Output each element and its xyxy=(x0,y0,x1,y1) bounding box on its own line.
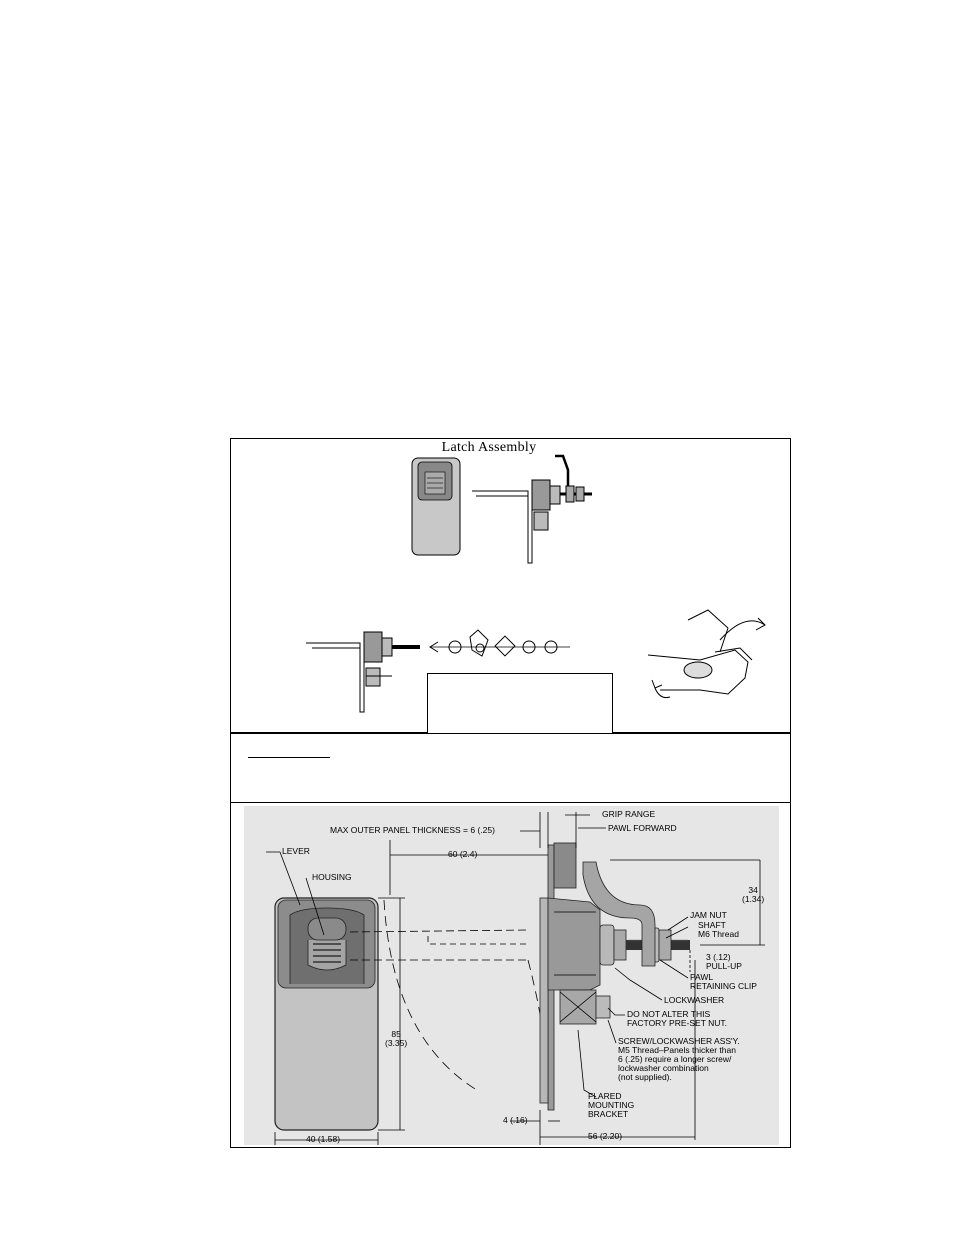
label-grip-range: GRIP RANGE xyxy=(602,809,656,819)
label-dim-4: 4 (.16) xyxy=(503,1115,528,1125)
label-pawl-clip: PAWL RETAINING CLIP xyxy=(690,972,757,991)
label-screw: SCREW/LOCKWASHER ASS'Y. M5 Thread–Panels thicker than 6 (.25) require a longer screw/ lockwasher combination (not supplied). xyxy=(618,1036,740,1082)
label-dim-60: 60 (2.4) xyxy=(448,849,478,859)
label-max-panel: MAX OUTER PANEL THICKNESS = 6 (.25) xyxy=(330,825,495,835)
label-do-not-alter: DO NOT ALTER THIS FACTORY PRE-SET NUT. xyxy=(627,1009,727,1028)
label-dim-34: 34 (1.34) xyxy=(742,885,765,904)
label-housing: HOUSING xyxy=(312,872,352,882)
figure-title: Latch Assembly xyxy=(441,440,537,455)
label-lever: LEVER xyxy=(282,846,310,856)
label-pawl-forward: PAWL FORWARD xyxy=(608,823,677,833)
label-m6: M6 Thread xyxy=(698,929,739,939)
label-dim-56: 56 (2.20) xyxy=(588,1131,623,1141)
label-jam-nut: JAM NUT xyxy=(690,910,727,920)
label-dim-85: 85 (3.35) xyxy=(385,1029,408,1048)
label-pullup: 3 (.12) PULL-UP xyxy=(706,952,742,971)
label-shaft: SHAFT xyxy=(698,920,726,930)
label-lockwasher: LOCKWASHER xyxy=(664,995,725,1005)
label-flared-bracket: FLARED MOUNTING BRACKET xyxy=(588,1091,635,1119)
label-dim-40: 40 (1.58) xyxy=(306,1134,341,1144)
